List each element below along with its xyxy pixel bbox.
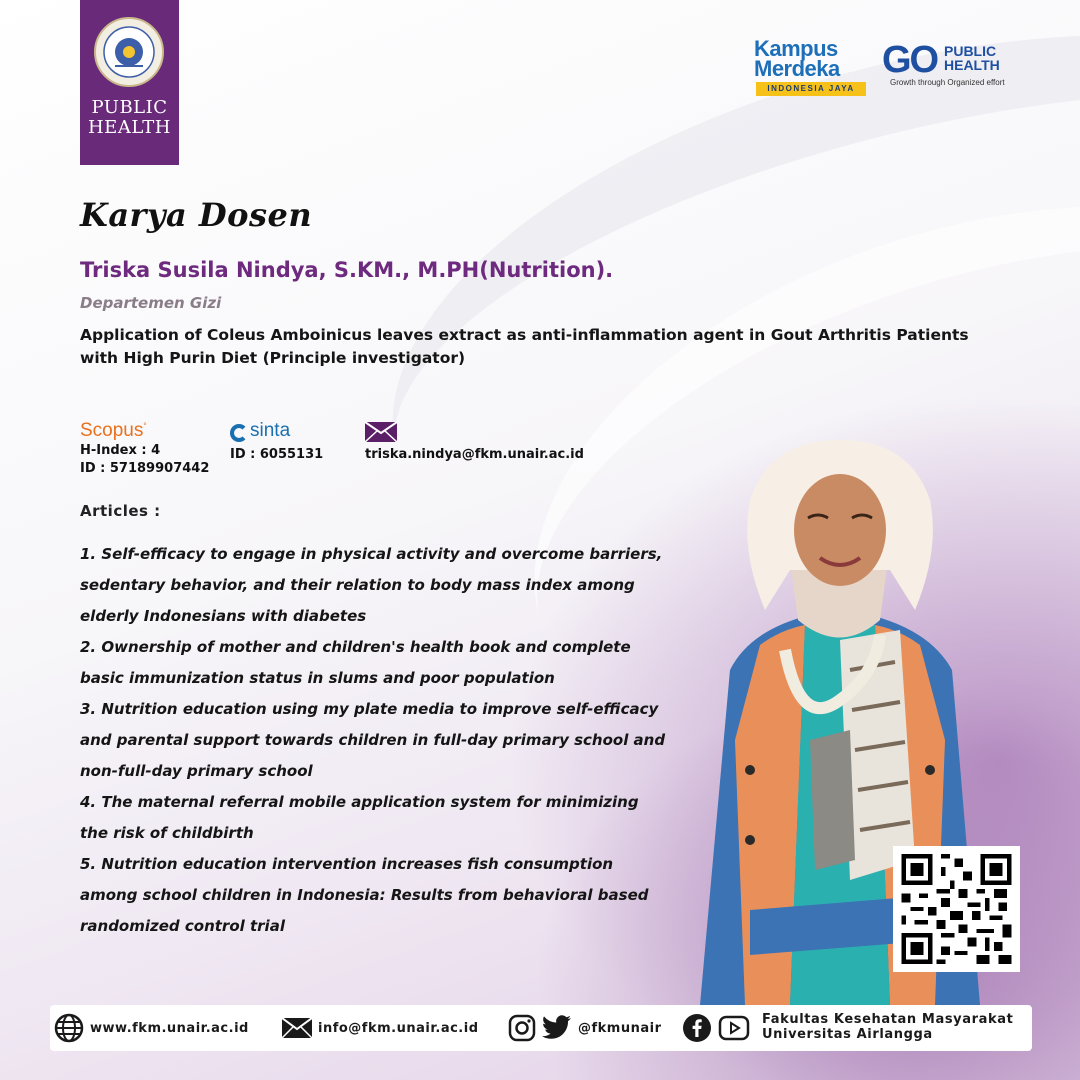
logo-text-health: HEALTH — [87, 117, 172, 138]
go-public-health-logo — [882, 40, 1027, 92]
articles-title: Articles : — [80, 502, 161, 520]
article-line: among school children in Indonesia: Results from behavioral based — [80, 886, 649, 904]
org-name-line1: Fakultas Kesehatan Masyarakat — [762, 1012, 1014, 1027]
kampus-merdeka-logo — [752, 38, 870, 100]
qr-code[interactable] — [893, 846, 1020, 972]
articles-list — [80, 539, 680, 942]
gph-public-text: PUBLIC — [944, 43, 997, 59]
sinta-id: ID : 6055131 — [230, 447, 324, 462]
article-line: 4. The maternal referral mobile application system for minimizing — [80, 793, 639, 811]
scopus-logo: Scopus° — [80, 420, 147, 441]
scopus-logo-text: Scopus — [80, 420, 144, 441]
article-line: basic immunization status in slums and poor population — [80, 669, 555, 687]
gph-go-text: GO — [882, 39, 938, 81]
envelope-icon — [365, 422, 397, 442]
scopus-id: ID : 57189907442 — [80, 461, 210, 476]
footer-email[interactable] — [282, 1005, 479, 1051]
article-line: sedentary behavior, and their relation to body mass index among — [80, 576, 635, 594]
envelope-icon — [282, 1018, 312, 1038]
public-health-logo — [80, 0, 179, 165]
article-line: 3. Nutrition education using my plate media to improve self-efficacy — [80, 700, 659, 718]
sinta-block — [230, 420, 323, 464]
logo-text-public: PUBLIC — [91, 97, 168, 118]
website-text: www.fkm.unair.ac.id — [90, 1020, 249, 1036]
footer-website[interactable] — [54, 1005, 249, 1051]
gph-health-text: HEALTH — [944, 57, 1000, 73]
email-link[interactable]: triska.nindya@fkm.unair.ac.id — [365, 447, 584, 462]
facebook-icon — [682, 1013, 712, 1043]
article-line: randomized control trial — [80, 917, 285, 935]
unair-seal-icon — [93, 16, 165, 88]
gph-tagline: Growth through Organized effort — [890, 78, 1005, 87]
scopus-hindex: H-Index : 4 — [80, 443, 161, 458]
email-text: info@fkm.unair.ac.id — [318, 1020, 479, 1036]
page-title: Karya Dosen — [80, 196, 313, 234]
footer-more-social[interactable] — [682, 1005, 756, 1051]
sinta-mark-icon — [230, 424, 248, 442]
scopus-block — [80, 420, 209, 478]
article-line: 1. Self-efficacy to engage in physical activity and overcome barriers, — [80, 545, 663, 563]
research-title: Application of Coleus Amboinicus leaves extract as anti-inflammation agent in Gout Arthritis Patients with High Purin Diet (Principle investigator) — [80, 326, 969, 367]
instagram-icon — [508, 1014, 536, 1042]
globe-icon — [54, 1013, 84, 1043]
department-name: Departemen Gizi — [80, 294, 222, 312]
article-line: non-full-day primary school — [80, 762, 313, 780]
article-line: elderly Indonesians with diabetes — [80, 607, 367, 625]
sinta-logo-text: sinta — [250, 420, 291, 441]
social-handle-text: @fkmunair — [578, 1020, 662, 1036]
kampus-merdeka-word1: Kampus — [754, 36, 838, 61]
footer-social[interactable] — [508, 1005, 662, 1051]
kampus-merdeka-word2: Merdeka — [754, 56, 840, 81]
lecturer-name: Triska Susila Nindya, S.KM., M.PH(Nutrition). — [80, 258, 614, 282]
qr-code-icon — [901, 854, 1012, 964]
email-block — [365, 422, 584, 464]
kampus-merdeka-band: INDONESIA JAYA — [756, 82, 866, 96]
article-line: the risk of childbirth — [80, 824, 254, 842]
org-name-line2: Universitas Airlangga — [762, 1027, 933, 1042]
sinta-logo — [230, 420, 300, 444]
footer-bar — [50, 1005, 1032, 1051]
article-line: 5. Nutrition education intervention increases fish consumption — [80, 855, 614, 873]
footer-organization — [762, 1012, 1013, 1042]
twitter-icon — [542, 1015, 572, 1041]
article-line: and parental support towards children in full-day primary school and — [80, 731, 666, 749]
youtube-icon — [718, 1015, 750, 1041]
article-line: 2. Ownership of mother and children's health book and complete — [80, 638, 631, 656]
